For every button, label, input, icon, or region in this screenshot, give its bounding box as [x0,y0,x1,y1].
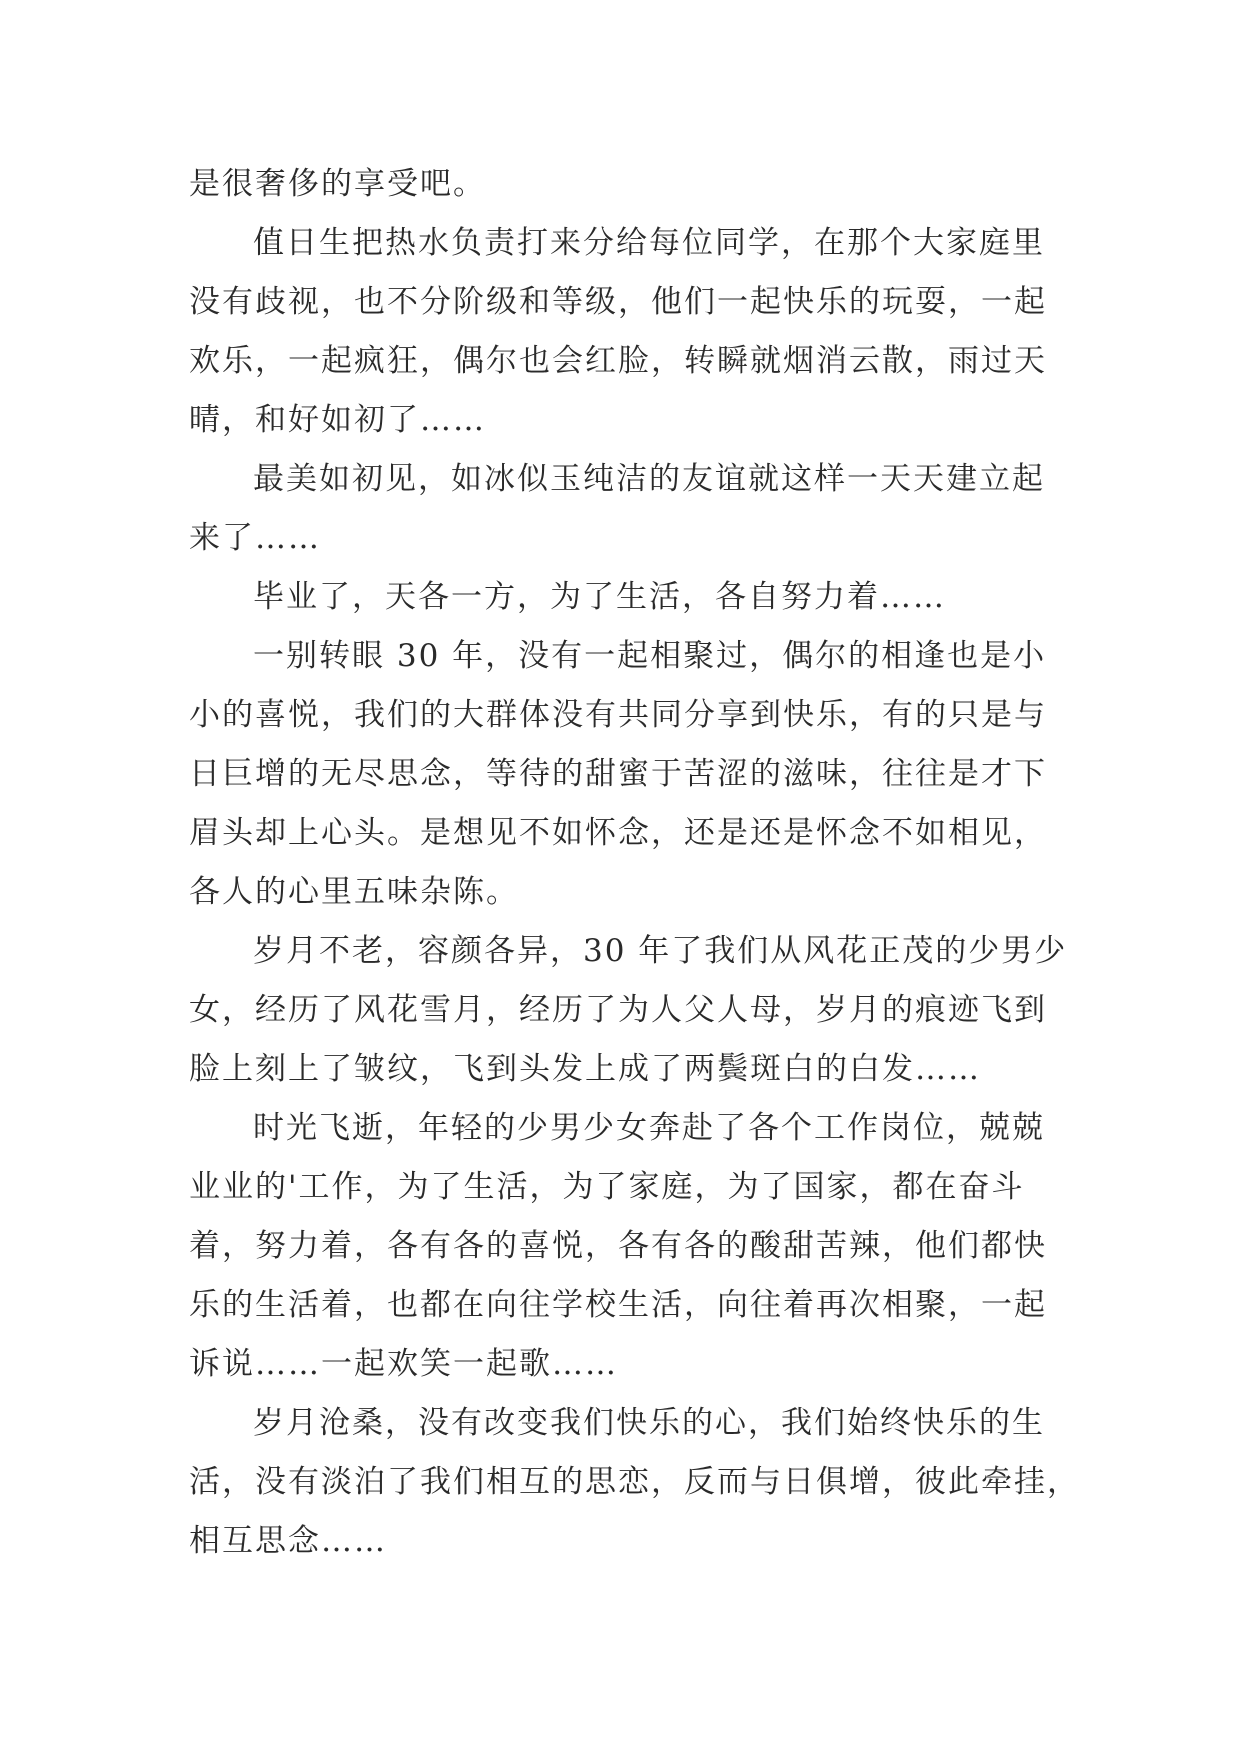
text-line: 乐的生活着，也都在向往学校生活，向往着再次相聚，一起 [189,1287,1047,1323]
text-line: 最美如初见，如冰似玉纯洁的友谊就这样一天天建立起 [253,461,1045,497]
text-line: 岁月沧桑，没有改变我们快乐的心，我们始终快乐的生 [253,1405,1045,1441]
article-body [189,155,1080,1571]
text-line: 诉说……一起欢笑一起歌…… [189,1346,618,1382]
text-line: 来了…… [189,520,321,556]
text-line: 值日生把热水负责打来分给每位同学，在那个大家庭里 [253,225,1045,261]
text-line: 着，努力着，各有各的喜悦，各有各的酸甜苦辣，他们都快 [189,1228,1047,1264]
text-line: 晴，和好如初了…… [189,402,486,438]
text-line: 毕业了，天各一方，为了生活，各自努力着…… [253,579,946,615]
text-line: 一别转眼 30 年，没有一起相聚过，偶尔的相逢也是小 [253,638,1047,674]
text-line: 各人的心里五味杂陈。 [189,874,519,910]
text-line: 眉头却上心头。是想见不如怀念，还是还是怀念不如相见， [189,815,1047,851]
text-line: 业业的'工作，为了生活，为了家庭，为了国家，都在奋斗 [189,1169,1025,1205]
text-line: 女，经历了风花雪月，经历了为人父人母，岁月的痕迹飞到 [189,992,1047,1028]
text-line: 活，没有淡泊了我们相互的思恋，反而与日俱增，彼此牵挂， [189,1464,1080,1500]
text-line: 相互思念…… [189,1523,387,1559]
text-line: 欢乐，一起疯狂，偶尔也会红脸，转瞬就烟消云散，雨过天 [189,343,1047,379]
text-line: 时光飞逝，年轻的少男少女奔赴了各个工作岗位，兢兢 [253,1110,1045,1146]
text-line: 日巨增的无尽思念，等待的甜蜜于苦涩的滋味，往往是才下 [189,756,1047,792]
text-line: 脸上刻上了皱纹，飞到头发上成了两鬓斑白的白发…… [189,1051,981,1087]
text-line: 小的喜悦，我们的大群体没有共同分享到快乐，有的只是与 [189,697,1047,733]
text-line: 岁月不老，容颜各异，30 年了我们从风花正茂的少男少 [253,933,1068,969]
text-line: 没有歧视，也不分阶级和等级，他们一起快乐的玩耍，一起 [189,284,1047,320]
text-line: 是很奢侈的享受吧。 [189,166,486,202]
